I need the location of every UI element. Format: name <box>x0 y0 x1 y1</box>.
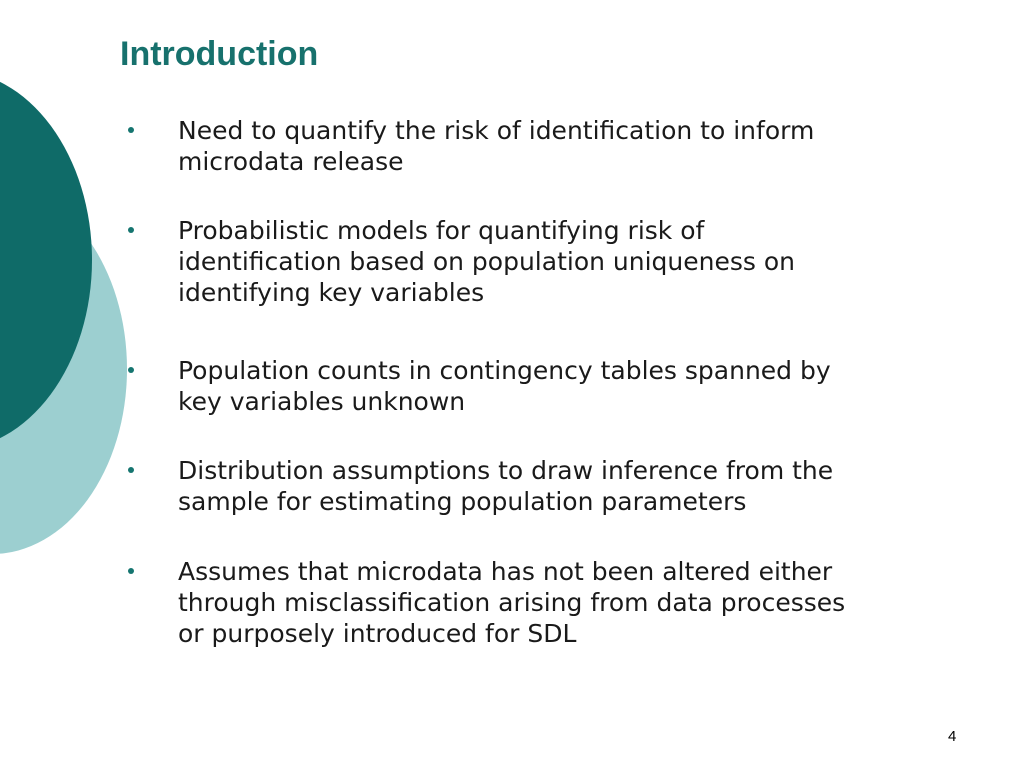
bullet-text: Distribution assumptions to draw inference from the sample for estimating population parameters <box>178 456 834 516</box>
bullet-text: Probabilistic models for quantifying risk of identification based on population uniqueness on identifying key variables <box>178 216 796 307</box>
slide-title: Introduction <box>120 35 319 73</box>
bullet-dot-icon <box>128 467 134 473</box>
bullet-text: Assumes that microdata has not been altered either through misclassification arising from data processes or purposely introduced for SDL <box>178 557 846 648</box>
bullet-dot-icon <box>128 227 134 233</box>
bullet-dot-icon <box>128 127 134 133</box>
bullet-dot-icon <box>128 568 134 574</box>
bullet-text: Population counts in contingency tables spanned by key variables unknown <box>178 356 831 416</box>
bullet-text: Need to quantify the risk of identification to inform microdata release <box>178 116 815 176</box>
bullet-dot-icon <box>128 367 134 373</box>
page-number: 4 <box>948 728 957 745</box>
